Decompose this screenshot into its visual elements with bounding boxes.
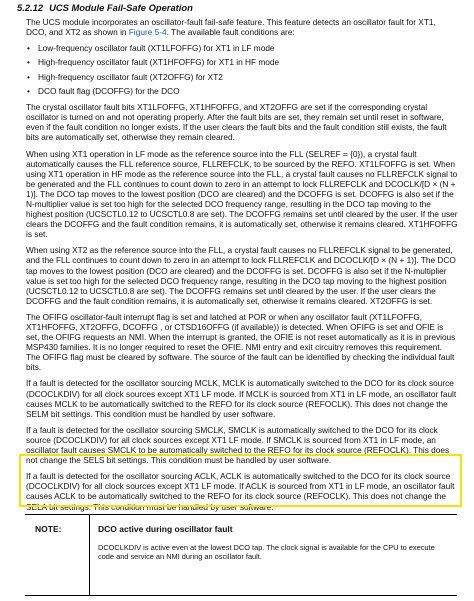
aclk-paragraph: If a fault is detected for the oscillator sourcing ACLK, ACLK is automatically switched to the DCO for its clock source (DCOCLKDIV) for all clock sources except XT1 LF mode. If ACLK is sourced from XT1 in LF mode, an oscillator fault causes ACLK to be automatically switched to the REFO for its clock source (REFOCLK). This does not change the SELA bit settings. This condition must be handled by user software.: [26, 471, 455, 512]
fault-item: • DCO fault flag (DCOFFG) for the DCO: [26, 86, 458, 96]
intro-text-end: . The available fault conditions are:: [166, 27, 295, 38]
xt1-fault-paragraph: When using XT1 operation in LF mode as the reference source into the FLL (SELREF = {0}), a crystal fault automatically causes the FLL reference source, FLLREFCLK, to be sourced by the REFO. XT1LFOFFG is set. When using XT1 operation in HF mode as the reference source into the FLL, a crystal fault causes no FLLREFCLK signal to be generated and the FLL continues to count down to zero in an attempt to lock FLLREFCLK and DCOCLK/[D × (N + 1)]. The DCO tap moves to the lowest position (DCO are cleared) and the DCOFFG is set. DCOFFG is also set if the N-multiplier value is set too high for the selected DCO frequency range, resulting in the DCO tap moving to the highest position (UCSCTL0.12 to UCSCTL0.8 are set). The DCOFFG remains set until cleared by the user. If the user clears the DCOFFG and the fault condition remains, it is automatically set, otherwise it remains cleared. XT1HFOFFG is set.: [26, 148, 458, 240]
xt2-fault-paragraph: When using XT2 as the reference source into the FLL, a crystal fault causes no FLLREFCLK signal to be generated, and the FLL continues to count down to zero in an attempt to lock FLLREFCLK and DCOCLK/[D × (N + 1)]. The DCO tap moves to the lowest position (DCO are cleared) and the DCOFFG is set. DCOFFG is also set if the N-multiplier value is set too high for the selected DCO frequency range, resulting in the DCO tap moving to the highest position (UCSCTL0.12 to UCSCTL0.8 are set). The DCOFFG remains set until cleared by the user. If the user clears the DCOFFG and the fault condition remains, it is automatically set, otherwise it remains cleared. XT2OFFG is set.: [26, 245, 456, 306]
fault-item: • Low-frequency oscillator fault (XT1LFOFFG) for XT1 in LF mode: [26, 43, 458, 53]
smclk-paragraph: If a fault is detected for the oscillator sourcing SMCLK, SMCLK is automatically switched to the DCO for its clock source (DCOCLKDIV) for all clock sources except XT1 LF mode. If SMCLK is sourced from XT1 in LF mode, an oscillator fault causes SMCLK to be automatically switched to the REFO for its clock source (REFOCLK). This does not change the SELS bit settings. This condition must be handled by user software.: [26, 424, 450, 466]
note-title: DCO active during oscillator fault: [98, 524, 233, 534]
fault-item: • High-frequency oscillator fault (XT1HFOFFG) for XT1 in HF mode: [26, 57, 458, 67]
crystal-fault-paragraph: The crystal oscillator fault bits XT1LFOFFG, XT1HFOFFG, and XT2OFFG are set if the corresponding crystal oscillator is turned on and not operating properly. After the fault bits are set, they remain set until reset in software, even if the fault condition no longer exists. If the user clears the fault bits and the fault condition still exists, the fault bits are automatically set, otherwise they remain cleared.: [26, 102, 447, 143]
note-divider: [89, 515, 90, 595]
intro-text-start: The UCS module incorporates an oscillator-fault fail-safe feature. This feature detects an oscillator fault for XT1, DCO, and XT2 as shown in: [26, 17, 436, 38]
section-body: [26, 17, 458, 518]
note-box: [25, 514, 457, 596]
intro-paragraph: [26, 17, 458, 37]
note-body: DCOCLKDIV is active even at the lowest DCO tap. The clock signal is available for the CPU to execute code and service an NMI during an oscillator fault.: [98, 543, 435, 562]
note-label: NOTE:: [35, 524, 62, 534]
fault-item: • High-frequency oscillator fault (XT2OFFG) for XT2: [26, 72, 458, 82]
fault-list: [26, 43, 458, 96]
mclk-paragraph: If a fault is detected for the oscillator sourcing MCLK, MCLK is automatically switched to the DCO for its clock source (DCOCLKDIV) for all clock sources except XT1 LF mode. If MCLK is sourced from XT1 in LF mode, an oscillator fault causes MCLK to be automatically switched to the REFO for its clock source (REFOCLK). This does not change the SELM bit settings. This condition must be handled by user software.: [26, 378, 457, 419]
section-title: UCS Module Fail-Safe Operation: [49, 2, 193, 13]
figure-link[interactable]: Figure 5-4: [128, 27, 167, 38]
section-heading: [17, 3, 193, 13]
ofifg-paragraph: The OFIFG oscillator-fault interrupt flag is set and latched at POR or when any oscillator fault (XT1LFOFFG, XT1HFOFFG, XT2OFFG, DCOFFG , or CTSD16OFFG (if available)) is detected. When OFIFG is set and OFIE is set, the OFIFG requests an NMI. When the interrupt is granted, the OFIE is not reset automatically as it is in previous MSP430 families. It is no longer required to reset the OFIE. NMI entry and exit circuitry removes this requirement. The OFIFG flag must be cleared by software. The source of the fault can be identified by checking the individual fault bits.: [26, 311, 456, 373]
section-number: 5.2.12: [17, 2, 44, 13]
